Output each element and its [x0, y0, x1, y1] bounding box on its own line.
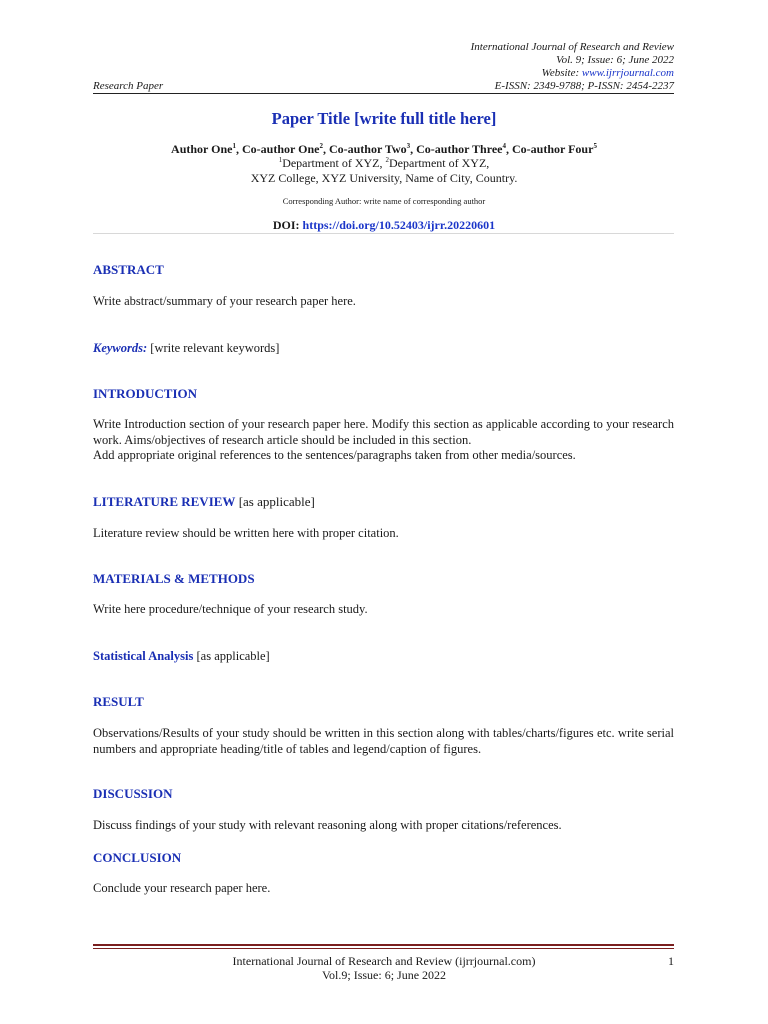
keywords: [93, 341, 279, 357]
paragraph-line: Write Introduction section of your research paper here. Modify this section as applicable according to your research work. Aims/objectives of research article should be included in this section.: [93, 417, 674, 447]
abstract-heading: ABSTRACT: [93, 262, 164, 277]
affiliation-line-2: XYZ College, XYZ University, Name of City, Country.: [250, 171, 518, 185]
issn: E-ISSN: 2349-9788; P-ISSN: 2454-2237: [494, 80, 674, 92]
doi-link[interactable]: https://doi.org/10.52403/ijrr.20220601: [302, 218, 496, 232]
abstract-text: Write abstract/summary of your research paper here.: [93, 294, 356, 308]
discussion-heading: DISCUSSION: [93, 786, 173, 801]
author: Co-author Two$^3$: [328, 142, 411, 156]
footer-citation: [0, 954, 768, 982]
result-text: Observations/Results of your study should be written in this section along with tables/charts/figures etc. write serial numbers and appropriate heading/title of tables and legend/caption of figures.: [93, 726, 674, 756]
paper-title: Paper Title [write full title here]: [271, 109, 497, 128]
page-number: 1: [668, 954, 674, 968]
applicable-note: [as applicable]: [193, 649, 270, 663]
author: Co-author Four$^5$: [511, 142, 597, 156]
website-link[interactable]: www.ijrrjournal.com: [581, 67, 674, 79]
author: Author One$^1$: [171, 142, 236, 156]
keywords-text: [write relevant keywords]: [147, 341, 280, 355]
doi-divider: [93, 233, 674, 234]
conclusion-heading: CONCLUSION: [93, 850, 182, 865]
applicable-note: [as applicable]: [235, 494, 315, 509]
header-divider: [93, 93, 674, 94]
literature-review-heading: LITERATURE REVIEW [as applicable]: [93, 494, 315, 509]
paragraph-line: Add appropriate original references to the sentences/paragraphs taken from other media/sources.: [93, 448, 576, 462]
author-list: Author One$^1$, Co-author One$^2$, Co-author Two$^3$, Co-author Three$^4$, Co-author Four$^5$: [171, 142, 597, 156]
keywords-label: Keywords:: [93, 341, 148, 355]
website-label: Website:: [541, 67, 582, 79]
discussion-text: Discuss findings of your study with relevant reasoning along with proper citations/references.: [93, 818, 562, 832]
journal-issue: Vol. 9; Issue: 6; June 2022: [556, 54, 674, 66]
author: Co-author Three$^4$: [416, 142, 506, 156]
methods-heading: MATERIALS & METHODS: [93, 571, 255, 586]
paper-type: Research Paper: [93, 80, 164, 92]
affiliations: [0, 156, 768, 186]
journal-header: [471, 41, 674, 80]
statistical-analysis-label: Statistical Analysis: [93, 649, 194, 663]
journal-name: International Journal of Research and Review: [470, 41, 674, 53]
corresponding-author: Corresponding Author: write name of corresponding author: [282, 196, 486, 206]
footer-divider: [93, 944, 674, 946]
footer-journal: International Journal of Research and Review (ijrrjournal.com): [232, 954, 536, 968]
result-heading: RESULT: [93, 694, 144, 709]
doi-label: DOI:: [272, 218, 303, 232]
conclusion-text: Conclude your research paper here.: [93, 881, 271, 895]
introduction-heading: INTRODUCTION: [93, 386, 198, 401]
methods-text: Write here procedure/technique of your research study.: [93, 602, 368, 616]
doi: [0, 218, 768, 233]
affiliation-line-1: $^1$Department of XYZ, $^2$Department of XYZ,: [278, 156, 490, 170]
introduction-text: [93, 417, 674, 464]
statistical-analysis: [93, 649, 270, 665]
journal-website: [471, 67, 674, 80]
author: Co-author One$^2$: [242, 142, 323, 156]
literature-review-text: Literature review should be written here with proper citation.: [93, 526, 399, 540]
footer-issue: Vol.9; Issue: 6; June 2022: [321, 968, 447, 982]
footer-divider: [93, 948, 674, 949]
